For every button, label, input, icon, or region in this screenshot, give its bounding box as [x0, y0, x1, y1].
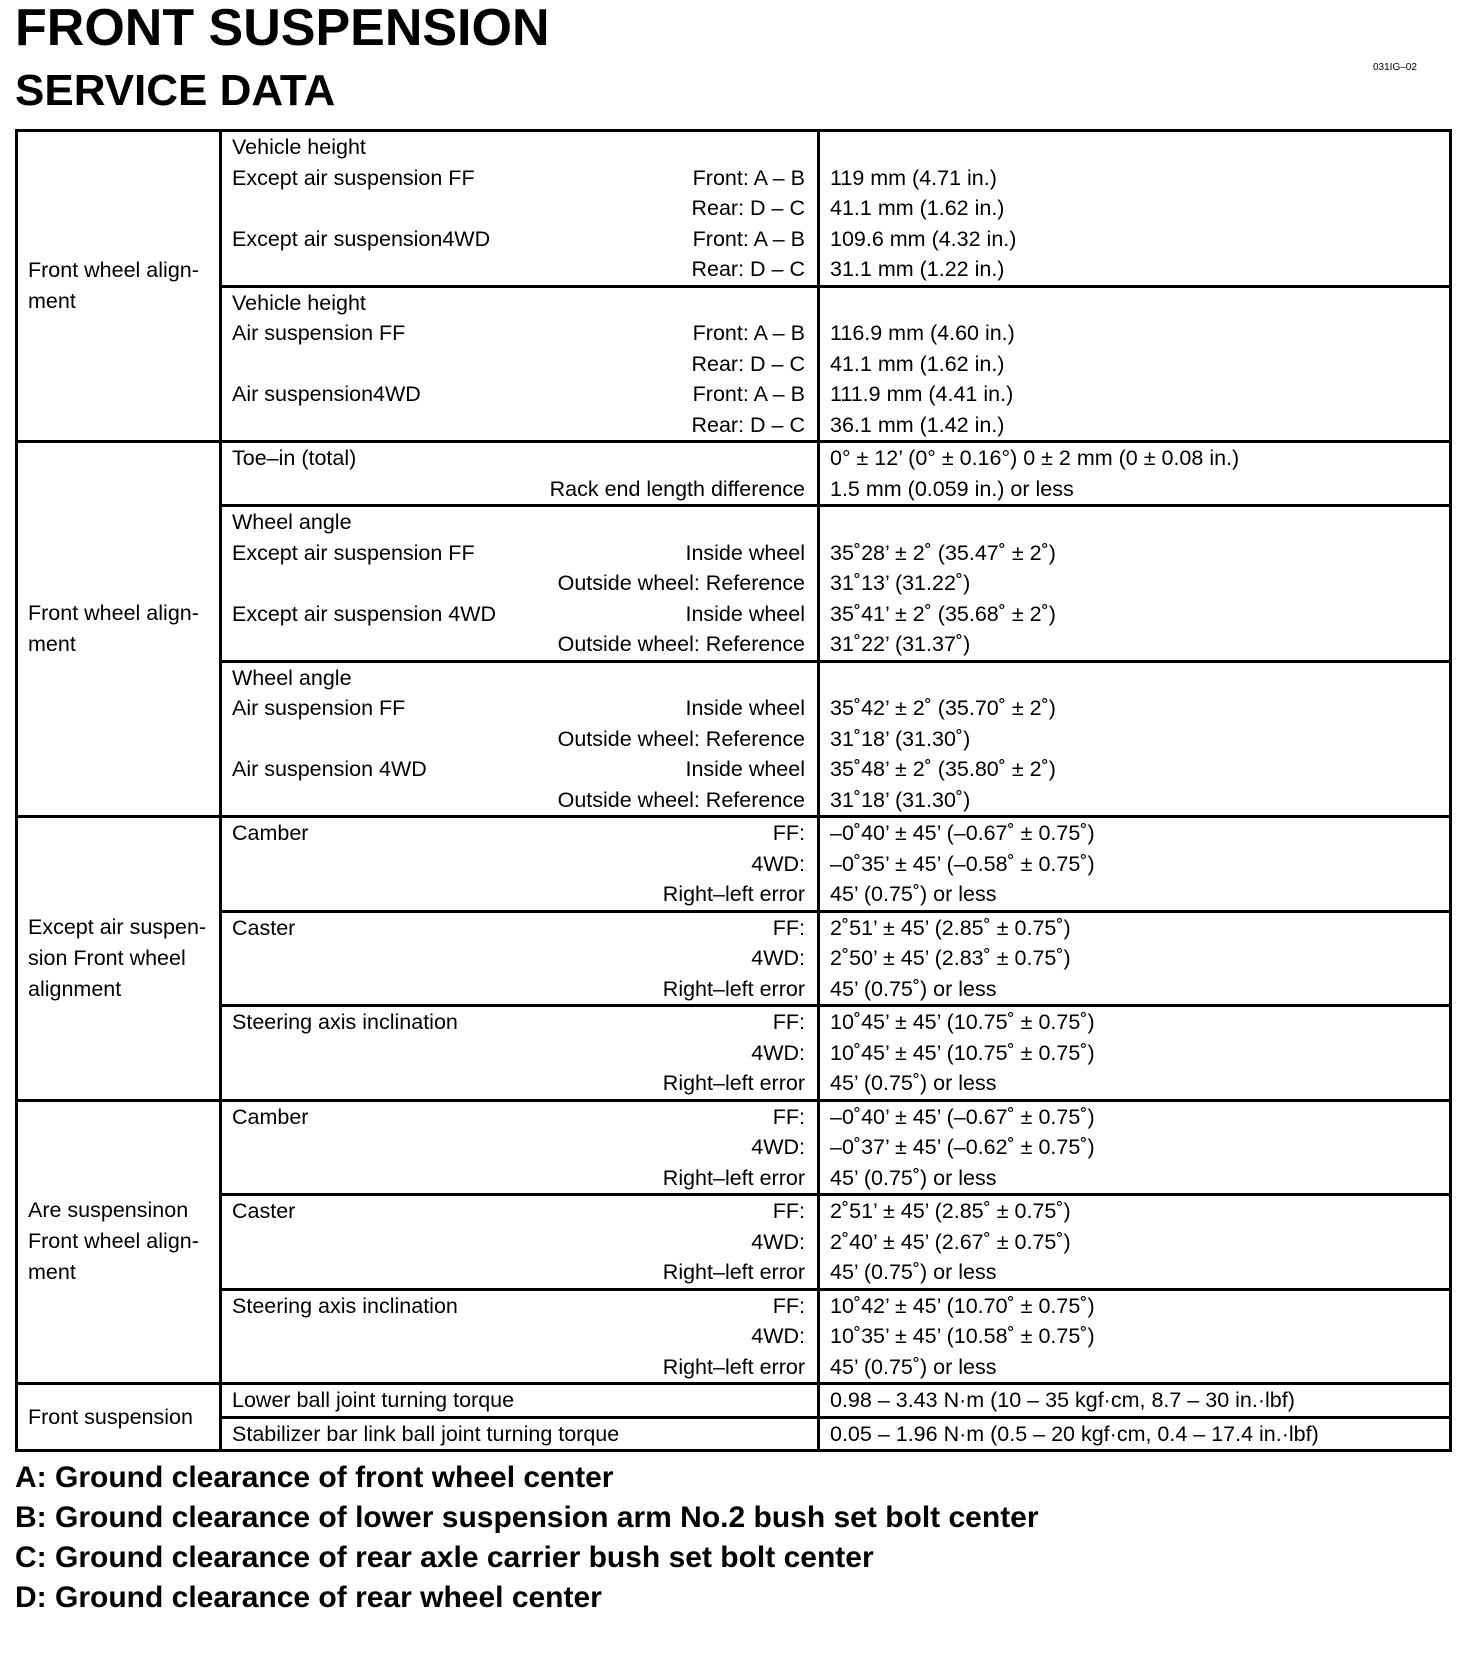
group-label-line: Are suspensinon	[28, 1198, 189, 1223]
item-sublabel: Outside wheel: Reference	[557, 632, 805, 656]
item-label: Except air suspension FF	[232, 540, 475, 565]
item-line	[222, 349, 817, 380]
item-line	[222, 163, 817, 194]
item-sublabel: 4WD:	[751, 1324, 805, 1348]
item-cell	[221, 911, 819, 1006]
item-label: Steering axis inclination	[232, 1010, 458, 1034]
item-sublabel: Rear: D – C	[691, 257, 805, 281]
spec-row	[17, 817, 1451, 912]
item-line	[222, 193, 817, 224]
spec-value	[820, 663, 1449, 694]
item-line	[222, 538, 817, 569]
group-label	[17, 442, 221, 817]
spec-value: 45’ (0.75˚) or less	[830, 1354, 997, 1379]
value-cell	[819, 661, 1451, 817]
spec-value: 36.1 mm (1.42 in.)	[830, 412, 1005, 437]
spec-value: 109.6 mm (4.32 in.)	[830, 226, 1017, 251]
spec-value: 2˚50’ ± 45’ (2.83˚ ± 0.75˚)	[830, 946, 1071, 970]
item-label: Except air suspension4WD	[232, 226, 491, 251]
item-cell	[221, 1006, 819, 1101]
spec-value	[820, 507, 1449, 538]
item-sublabel: Right–left error	[662, 976, 805, 1001]
item-sublabel: Rack end length difference	[549, 476, 805, 501]
item-sublabel: Right–left error	[662, 882, 805, 906]
item-sublabel: 4WD:	[751, 851, 805, 876]
item-label: Caster	[232, 1199, 296, 1223]
item-sublabel: Inside wheel	[685, 540, 805, 565]
spec-value	[820, 288, 1449, 319]
item-line	[222, 443, 817, 474]
spec-row	[17, 1006, 1451, 1101]
item-label: Air suspension FF	[232, 321, 406, 345]
item-label: Vehicle height	[232, 135, 366, 159]
item-sublabel: Inside wheel	[685, 601, 805, 626]
item-line	[222, 568, 817, 599]
value-cell	[819, 131, 1451, 287]
group-label-line: Front wheel align-	[28, 601, 199, 625]
item-line	[222, 785, 817, 816]
item-line	[222, 913, 817, 944]
item-label: Air suspension 4WD	[232, 757, 427, 781]
item-line	[222, 599, 817, 630]
spec-value: 1.5 mm (0.059 in.) or less	[830, 476, 1074, 501]
footnote-line: A: Ground clearance of front wheel center	[15, 1461, 614, 1494]
group-label-line: ment	[28, 289, 76, 313]
spec-row	[17, 506, 1451, 662]
spec-value: 10˚42’ ± 45’ (10.70˚ ± 0.75˚)	[830, 1293, 1095, 1318]
spec-value: 31.1 mm (1.22 in.)	[830, 257, 1005, 281]
item-sublabel: FF:	[772, 1293, 805, 1318]
spec-row	[17, 442, 1451, 506]
group-label-line: ment	[28, 632, 76, 656]
item-sublabel: Right–left error	[662, 1071, 805, 1095]
document-code: 031IG–02	[1373, 62, 1417, 73]
item-line	[222, 507, 817, 538]
value-cell	[819, 1195, 1451, 1290]
item-sublabel: Inside wheel	[685, 696, 805, 720]
item-line	[222, 1385, 817, 1416]
item-line	[222, 1321, 817, 1352]
item-sublabel: FF:	[772, 915, 805, 940]
group-label	[17, 817, 221, 1101]
spec-value: 45’ (0.75˚) or less	[830, 1165, 997, 1190]
item-line	[222, 132, 817, 163]
spec-row	[17, 1417, 1451, 1451]
spec-value: –0˚35’ ± 45’ (–0.58˚ ± 0.75˚)	[830, 851, 1095, 876]
item-line	[222, 254, 817, 285]
item-cell	[221, 286, 819, 442]
footnote-line: B: Ground clearance of lower suspension arm No.2 bush set bolt center	[15, 1501, 1039, 1534]
item-sublabel: Right–left error	[662, 1260, 805, 1284]
item-label: Camber	[232, 1104, 309, 1129]
group-label	[17, 1100, 221, 1384]
item-label: Air suspension4WD	[232, 382, 421, 406]
item-line	[222, 724, 817, 755]
item-cell	[221, 1195, 819, 1290]
item-line	[222, 410, 817, 441]
spec-row	[17, 131, 1451, 287]
group-label-line: sion Front wheel	[28, 945, 186, 970]
item-label: Steering axis inclination	[232, 1293, 458, 1318]
spec-value: 119 mm (4.71 in.)	[830, 165, 997, 190]
value-cell	[819, 817, 1451, 912]
item-line	[222, 1132, 817, 1163]
item-line	[222, 754, 817, 785]
item-sublabel: Outside wheel: Reference	[557, 571, 805, 595]
spec-value: 35˚41’ ± 2˚ (35.68˚ ± 2˚)	[830, 601, 1056, 626]
group-label-line: Front wheel align-	[28, 258, 199, 282]
value-cell	[819, 286, 1451, 442]
item-sublabel: FF:	[772, 821, 805, 845]
spec-value: –0˚37’ ± 45’ (–0.62˚ ± 0.75˚)	[830, 1135, 1095, 1159]
value-cell	[819, 1384, 1451, 1418]
item-cell	[221, 1289, 819, 1384]
item-cell	[221, 817, 819, 912]
service-data-table	[15, 129, 1452, 1452]
item-sublabel: Front: A – B	[692, 165, 805, 190]
item-label: Toe–in (total)	[232, 446, 357, 470]
page-title: FRONT SUSPENSION	[15, 0, 550, 57]
spec-value: 31˚18’ (31.30˚)	[830, 726, 971, 751]
item-line	[222, 1227, 817, 1258]
item-line	[222, 629, 817, 660]
spec-row	[17, 911, 1451, 1006]
spec-value: 2˚51’ ± 45’ (2.85˚ ± 0.75˚)	[830, 915, 1071, 940]
item-line	[222, 1196, 817, 1227]
item-label: Caster	[232, 915, 296, 940]
spec-value: –0˚40’ ± 45’ (–0.67˚ ± 0.75˚)	[830, 821, 1095, 845]
spec-value	[820, 132, 1449, 163]
group-label-line: Except air suspen-	[28, 914, 207, 939]
spec-value: 45’ (0.75˚) or less	[830, 1260, 997, 1284]
spec-value: 31˚13’ (31.22˚)	[830, 571, 971, 595]
item-cell	[221, 661, 819, 817]
item-line	[222, 663, 817, 694]
item-line	[222, 1163, 817, 1194]
item-sublabel: Rear: D – C	[691, 412, 805, 437]
spec-row	[17, 1384, 1451, 1418]
value-cell	[819, 442, 1451, 506]
item-line	[222, 288, 817, 319]
spec-value: –0˚40’ ± 45’ (–0.67˚ ± 0.75˚)	[830, 1104, 1095, 1129]
item-cell	[221, 506, 819, 662]
spec-value: 31˚18’ (31.30˚)	[830, 787, 971, 812]
item-line	[222, 474, 817, 505]
spec-row	[17, 1100, 1451, 1195]
item-label: Stabilizer bar link ball joint turning torque	[232, 1421, 620, 1446]
item-label: Air suspension FF	[232, 696, 406, 720]
group-label-line: Front suspension	[28, 1404, 193, 1429]
spec-value: 10˚45’ ± 45’ (10.75˚ ± 0.75˚)	[830, 1010, 1095, 1034]
spec-value: 0° ± 12’ (0° ± 0.16°) 0 ± 2 mm (0 ± 0.08 in.)	[830, 446, 1240, 470]
item-sublabel: Front: A – B	[692, 226, 805, 251]
item-cell	[221, 131, 819, 287]
value-cell	[819, 1289, 1451, 1384]
item-line	[222, 1038, 817, 1069]
group-label-line: Front wheel align-	[28, 1229, 199, 1254]
item-sublabel: Inside wheel	[685, 757, 805, 781]
item-sublabel: 4WD:	[751, 1135, 805, 1159]
footnote-line: C: Ground clearance of rear axle carrier bush set bolt center	[15, 1541, 874, 1574]
spec-value: 0.05 – 1.96 N·m (0.5 – 20 kgf·cm, 0.4 – 17.4 in.·lbf)	[830, 1421, 1319, 1446]
item-sublabel: Front: A – B	[692, 382, 805, 406]
item-label: Vehicle height	[232, 290, 366, 315]
item-line	[222, 879, 817, 910]
item-line	[222, 1419, 817, 1450]
group-label	[17, 1384, 221, 1451]
spec-value: 10˚35’ ± 45’ (10.58˚ ± 0.75˚)	[830, 1324, 1095, 1348]
item-cell	[221, 442, 819, 506]
item-line	[222, 693, 817, 724]
item-sublabel: Rear: D – C	[691, 351, 805, 376]
item-label: Wheel angle	[232, 510, 352, 534]
item-sublabel: 4WD:	[751, 1040, 805, 1065]
value-cell	[819, 911, 1451, 1006]
item-label: Wheel angle	[232, 665, 352, 690]
spec-row	[17, 1289, 1451, 1384]
spec-value: 35˚48’ ± 2˚ (35.80˚ ± 2˚)	[830, 757, 1056, 781]
item-cell	[221, 1384, 819, 1418]
spec-value: 45’ (0.75˚) or less	[830, 1071, 997, 1095]
item-label: Except air suspension FF	[232, 165, 475, 190]
group-label-line: alignment	[28, 976, 122, 1001]
spec-value: 10˚45’ ± 45’ (10.75˚ ± 0.75˚)	[830, 1040, 1095, 1065]
value-cell	[819, 506, 1451, 662]
item-sublabel: Right–left error	[662, 1354, 805, 1379]
spec-value: 45’ (0.75˚) or less	[830, 882, 997, 906]
spec-value: 116.9 mm (4.60 in.)	[830, 321, 1015, 345]
item-sublabel: Rear: D – C	[691, 196, 805, 220]
item-line	[222, 943, 817, 974]
item-sublabel: 4WD:	[751, 946, 805, 970]
spec-value: 35˚42’ ± 2˚ (35.70˚ ± 2˚)	[830, 696, 1056, 720]
spec-value: 41.1 mm (1.62 in.)	[830, 196, 1005, 220]
value-cell	[819, 1417, 1451, 1451]
item-line	[222, 849, 817, 880]
group-label	[17, 131, 221, 442]
item-line	[222, 974, 817, 1005]
spec-value: 41.1 mm (1.62 in.)	[830, 351, 1005, 376]
item-sublabel: 4WD:	[751, 1229, 805, 1254]
value-cell	[819, 1006, 1451, 1101]
spec-row	[17, 661, 1451, 817]
footnote-line: D: Ground clearance of rear wheel center	[15, 1581, 602, 1614]
spec-row	[17, 286, 1451, 442]
spec-value: 111.9 mm (4.41 in.)	[830, 382, 1014, 406]
item-line	[222, 379, 817, 410]
item-cell	[221, 1100, 819, 1195]
item-sublabel: Right–left error	[662, 1165, 805, 1190]
item-line	[222, 818, 817, 849]
spec-value: 35˚28’ ± 2˚ (35.47˚ ± 2˚)	[830, 540, 1056, 565]
item-cell	[221, 1417, 819, 1451]
item-line	[222, 1007, 817, 1038]
item-line	[222, 1102, 817, 1133]
spec-value: 0.98 – 3.43 N·m (10 – 35 kgf·cm, 8.7 – 30 in.·lbf)	[830, 1388, 1295, 1412]
item-label: Except air suspension 4WD	[232, 601, 497, 626]
item-line	[222, 1068, 817, 1099]
spec-value: 2˚51’ ± 45’ (2.85˚ ± 0.75˚)	[830, 1199, 1071, 1223]
spec-value: 31˚22’ (31.37˚)	[830, 632, 971, 656]
item-sublabel: Front: A – B	[692, 321, 805, 345]
item-sublabel: Outside wheel: Reference	[557, 726, 805, 751]
item-sublabel: FF:	[772, 1104, 805, 1129]
item-line	[222, 1291, 817, 1322]
item-sublabel: Outside wheel: Reference	[557, 787, 805, 812]
group-label-line: ment	[28, 1260, 76, 1285]
item-line	[222, 1352, 817, 1383]
item-label: Lower ball joint turning torque	[232, 1388, 515, 1412]
value-cell	[819, 1100, 1451, 1195]
item-line	[222, 318, 817, 349]
section-title: SERVICE DATA	[15, 66, 336, 115]
spec-row	[17, 1195, 1451, 1290]
spec-value: 2˚40’ ± 45’ (2.67˚ ± 0.75˚)	[830, 1229, 1071, 1254]
item-line	[222, 1257, 817, 1288]
item-sublabel: FF:	[772, 1199, 805, 1223]
item-label: Camber	[232, 821, 309, 845]
item-sublabel: FF:	[772, 1010, 805, 1034]
item-line	[222, 224, 817, 255]
spec-value: 45’ (0.75˚) or less	[830, 976, 997, 1001]
